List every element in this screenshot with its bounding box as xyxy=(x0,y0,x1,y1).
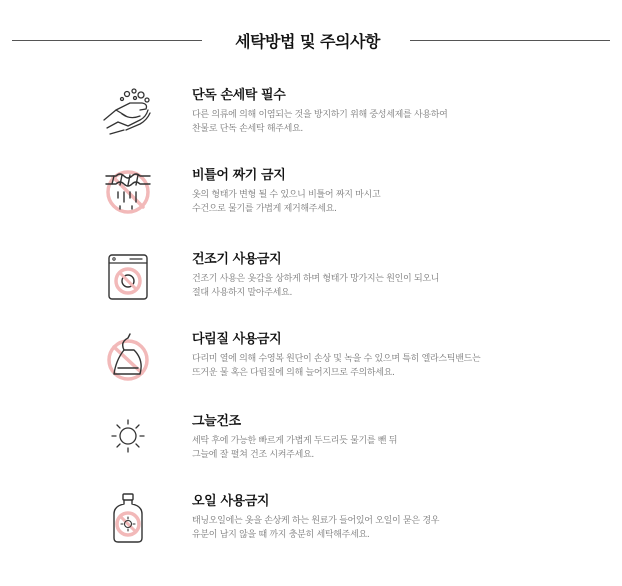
item-title: 비틀어 짜기 금지 xyxy=(192,168,286,183)
item-description xyxy=(192,514,612,542)
description-line: 태닝오일에는 옷을 손상케 하는 원료가 들어있어 오일이 묻은 경우 xyxy=(192,516,440,526)
description-line: 찬물로 단독 손세탁 해주세요. xyxy=(192,124,303,134)
header-divider-right xyxy=(410,40,610,41)
section-header xyxy=(0,28,622,52)
care-item-shade-dry xyxy=(0,412,622,482)
no-iron-icon xyxy=(100,330,156,386)
shade-dry-icon xyxy=(100,412,156,468)
item-description xyxy=(192,434,612,462)
description-line: 다른 의류에 의해 이염되는 것을 방지하기 위해 중성세제를 사용하여 xyxy=(192,110,448,120)
description-line: 수건으로 물기를 가볍게 제거해주세요. xyxy=(192,204,337,214)
description-line: 뜨거운 물 혹은 다림질에 의해 늘어지므로 주의하세요. xyxy=(192,368,395,378)
header-divider-left xyxy=(12,40,202,41)
description-line: 그늘에 잘 펼쳐 건조 시켜주세요. xyxy=(192,450,314,460)
description-line: 옷의 형태가 변형 될 수 있으니 비틀어 짜지 마시고 xyxy=(192,190,381,200)
item-description xyxy=(192,108,612,136)
care-item-no-wring xyxy=(0,166,622,236)
care-item-hand-wash xyxy=(0,86,622,156)
description-line: 절대 사용하지 말아주세요. xyxy=(192,288,293,298)
description-line: 다리미 열에 의해 수영복 원단이 손상 및 녹을 수 있으며 특히 엘라스틱밴드는 xyxy=(192,354,481,364)
hand-wash-icon xyxy=(100,86,156,142)
description-line: 세탁 후에 가능한 빠르게 가볍게 두드리듯 물기를 뺀 뒤 xyxy=(192,436,398,446)
no-dryer-icon xyxy=(100,250,156,306)
item-title: 건조기 사용금지 xyxy=(192,252,282,267)
item-title: 그늘건조 xyxy=(192,414,241,429)
no-oil-icon xyxy=(100,492,156,548)
description-line: 건조기 사용은 옷감을 상하게 하며 형태가 망가지는 원인이 되오니 xyxy=(192,274,440,284)
care-item-no-iron xyxy=(0,330,622,400)
item-description xyxy=(192,272,612,300)
item-title: 다림질 사용금지 xyxy=(192,332,282,347)
item-title: 오일 사용금지 xyxy=(192,494,270,509)
no-wring-icon xyxy=(100,166,156,222)
item-description xyxy=(192,352,612,380)
description-line: 유분이 남지 않을 때 까지 충분히 세탁해주세요. xyxy=(192,530,370,540)
care-item-no-oil xyxy=(0,492,622,562)
item-title: 단독 손세탁 필수 xyxy=(192,88,286,103)
item-description xyxy=(192,188,612,216)
page-title: 세탁방법 및 주의사항 xyxy=(235,32,380,51)
care-item-no-dryer xyxy=(0,250,622,320)
